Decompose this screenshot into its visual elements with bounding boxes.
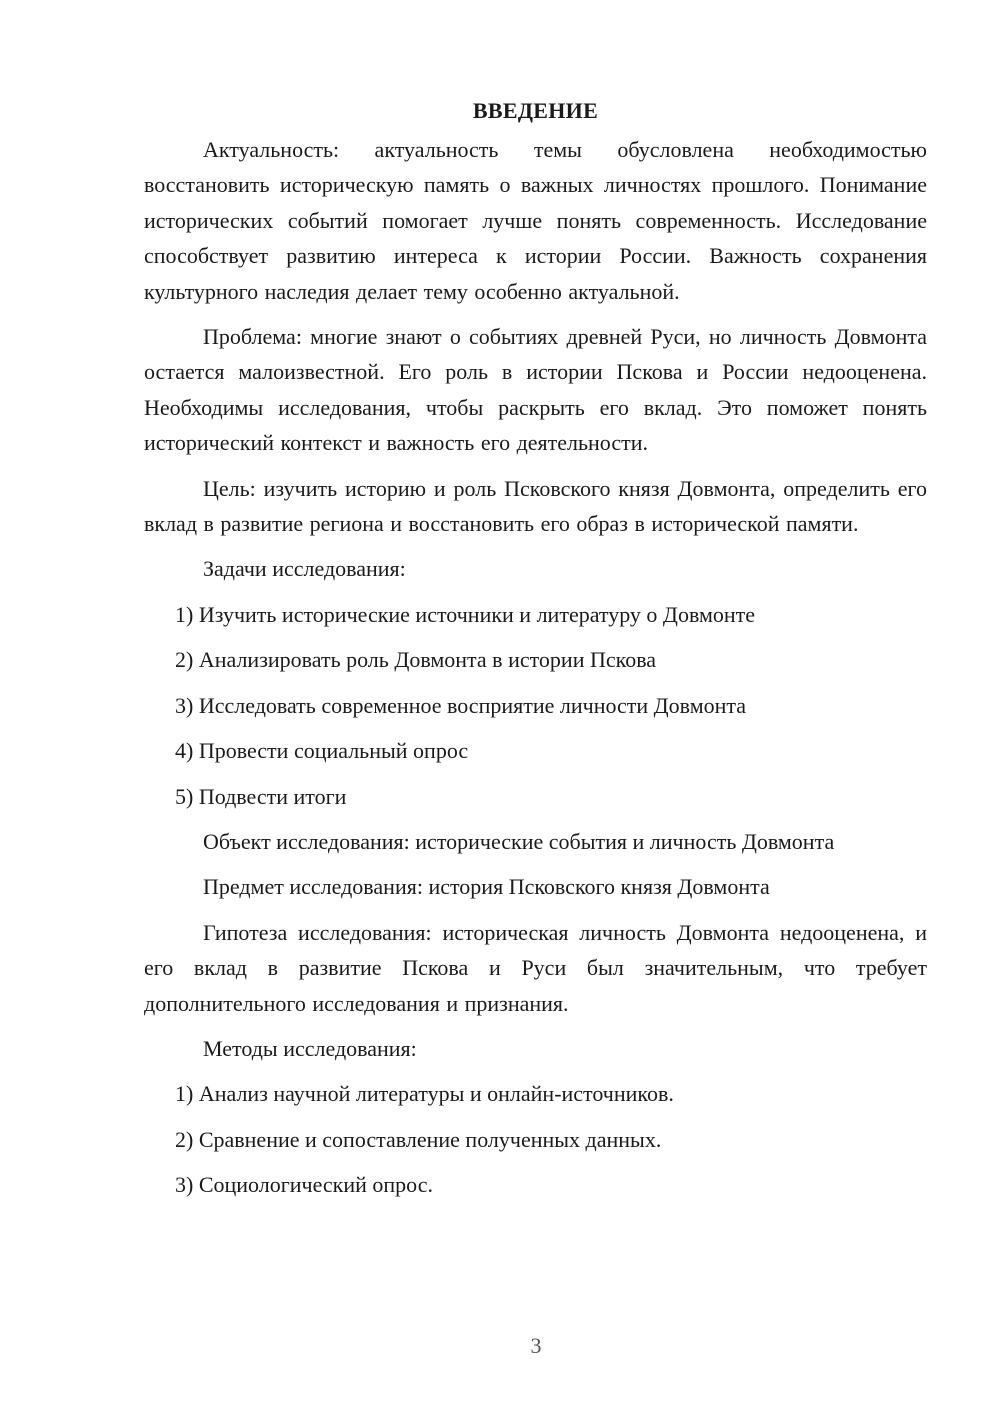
methods-list [144, 1076, 927, 1202]
section-heading: ВВЕДЕНИЕ [472, 98, 599, 123]
tasks-list [144, 597, 927, 814]
problem-paragraph: Проблема: многие знают о событиях древней Руси, но личность Довмонта остается малоизвестной. Его роль в истории Пскова и России недооценена. Необходимы исследования, чтобы раскрыть его вклад. Это поможет понять исторический контекст и важность его деятельности. [144, 324, 927, 456]
method-item: 1) Анализ научной литературы и онлайн-источников. [175, 1081, 674, 1107]
goal-paragraph: Цель: изучить историю и роль Псковского князя Довмонта, определить его вклад в развитие региона и восстановить его образ в исторической памяти. [144, 475, 927, 537]
document-body [144, 94, 927, 1213]
research-subject: Предмет исследования: история Псковского князя Довмонта [203, 874, 770, 900]
page-number: 3 [530, 1333, 542, 1358]
task-item: 1) Изучить исторические источники и литературу о Довмонте [175, 601, 756, 627]
hypothesis-paragraph: Гипотеза исследования: историческая личность Довмонта недооценена, и его вклад в развитие Пскова и Руси был значительным, что требует дополнительного исследования и признания. [144, 919, 927, 1016]
tasks-label: Задачи исследования: [203, 556, 406, 582]
method-item: 2) Сравнение и сопоставление полученных данных. [175, 1126, 662, 1152]
task-item: 3) Исследовать современное восприятие личности Довмонта [175, 692, 747, 718]
method-item: 3) Социологический опрос. [175, 1172, 433, 1198]
methods-label: Методы исследования: [203, 1035, 417, 1061]
task-item: 2) Анализировать роль Довмонта в истории Пскова [175, 647, 657, 673]
relevance-paragraph: Актуальность: актуальность темы обусловлена необходимостью восстановить историческую память о важных личностях прошлого. Понимание исторических событий помогает лучше понять современность. Исследование способствует развитию интереса к истории России. Важность сохранения культурного наследия делает тему особенно актуальной. [144, 137, 927, 304]
task-item: 5) Подвести итоги [175, 783, 347, 809]
task-item: 4) Провести социальный опрос [175, 738, 469, 764]
research-object: Объект исследования: исторические события и личность Довмонта [203, 828, 835, 854]
